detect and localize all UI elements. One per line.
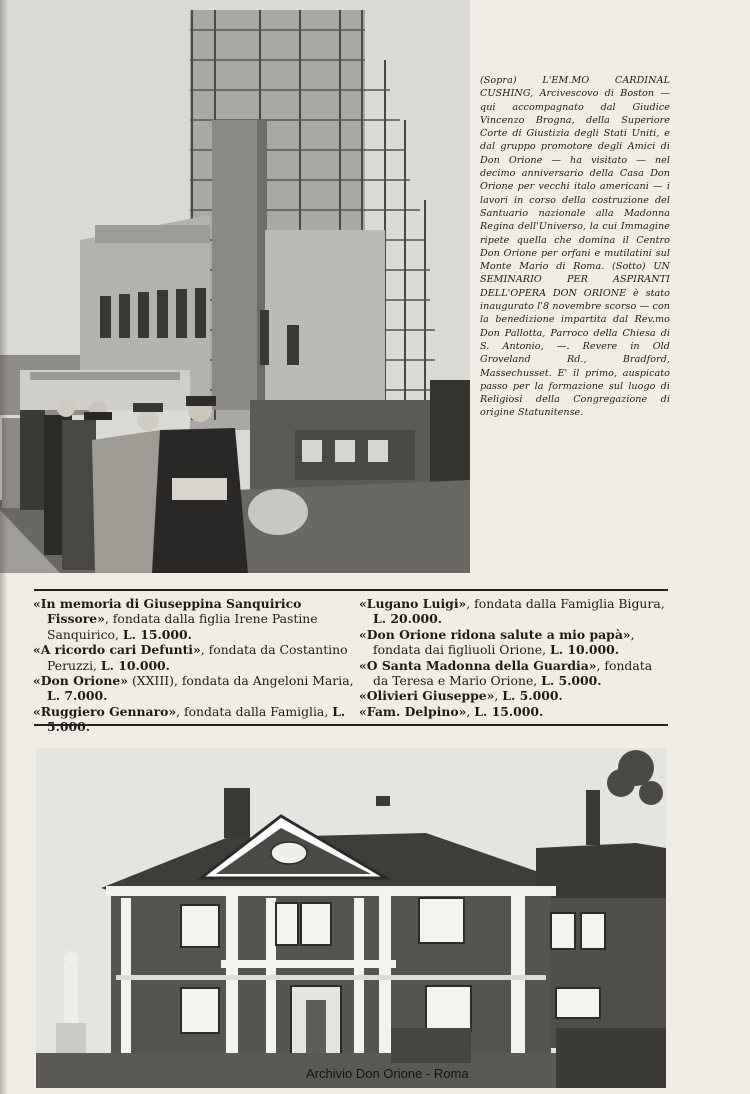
archive-watermark: Archivio Don Orione - Roma bbox=[306, 1066, 469, 1081]
photo-caption: (Sopra) L'EM.MO CARDINAL CUSHING, Arcivescovo di Boston — qui accompagnato dal Giudice Vincenzo Brogna, della Superiore Corte di Giustizia degli Stati Uniti, e dal gruppo promotore degli Amici di Don Orione — ha visitato — nel decimo anniversario della Casa Don Orione per vecchi italo americani — i lavori in corso della costruzione del Santuario nazionale alla Madonna Regina dell'Universo, la cui Immagine ripete quella che domina il Centro Don Orione per orfani e mutilatini sul Monte Mario di Roma. (Sotto) UN SEMINARIO PER ASPIRANTI DELL'OPERA DON ORIONE è stato inaugurato l'8 novembre scorso — con la benedizione impartita dal Rev.mo Don Pallotta, Parroco della Chiesa di S. Antonio, —. Revere in Old Groveland Rd., Bradford, Massechusset. E' il primo, auspicato passo per la formazione sul luogo di Religiosi della Congregazione di origine Statunitense. bbox=[480, 75, 670, 419]
photo-sanctuary-construction bbox=[0, 0, 470, 573]
donations-left-column bbox=[33, 596, 355, 735]
donation-item: «In memoria di Giuseppina Sanquirico Fissore», fondata dalla figlia Irene Pastine Sanquirico, L. 15.000. bbox=[33, 596, 318, 642]
donation-item: «Don Orione ridona salute a mio papà», fondata dai figliuoli Orione, L. 10.000. bbox=[359, 626, 635, 658]
donation-item: «Ruggiero Gennaro», fondata dalla Famiglia, L. 5.000. bbox=[33, 703, 346, 735]
page-edge-shadow bbox=[0, 0, 8, 1094]
donation-item: «A ricordo cari Defunti», fondata da Costantino Peruzzi, L. 10.000. bbox=[33, 642, 348, 673]
donation-item: «Don Orione» (XXIII), fondata da Angeloni Maria, L. 7.000. bbox=[33, 673, 354, 704]
donation-item: «O Santa Madonna della Guardia», fondata da Teresa e Mario Orione, L. 5.000. bbox=[359, 657, 653, 689]
donations-right-column bbox=[359, 596, 669, 719]
photo-seminary-house bbox=[36, 748, 666, 1088]
donation-item: «Olivieri Giuseppe», L. 5.000. bbox=[359, 688, 563, 704]
donation-item: «Fam. Delpino», L. 15.000. bbox=[359, 703, 544, 719]
donation-item: «Lugano Luigi», fondata dalla Famiglia Bigura, L. 20.000. bbox=[359, 596, 665, 627]
divider-top bbox=[34, 589, 668, 591]
